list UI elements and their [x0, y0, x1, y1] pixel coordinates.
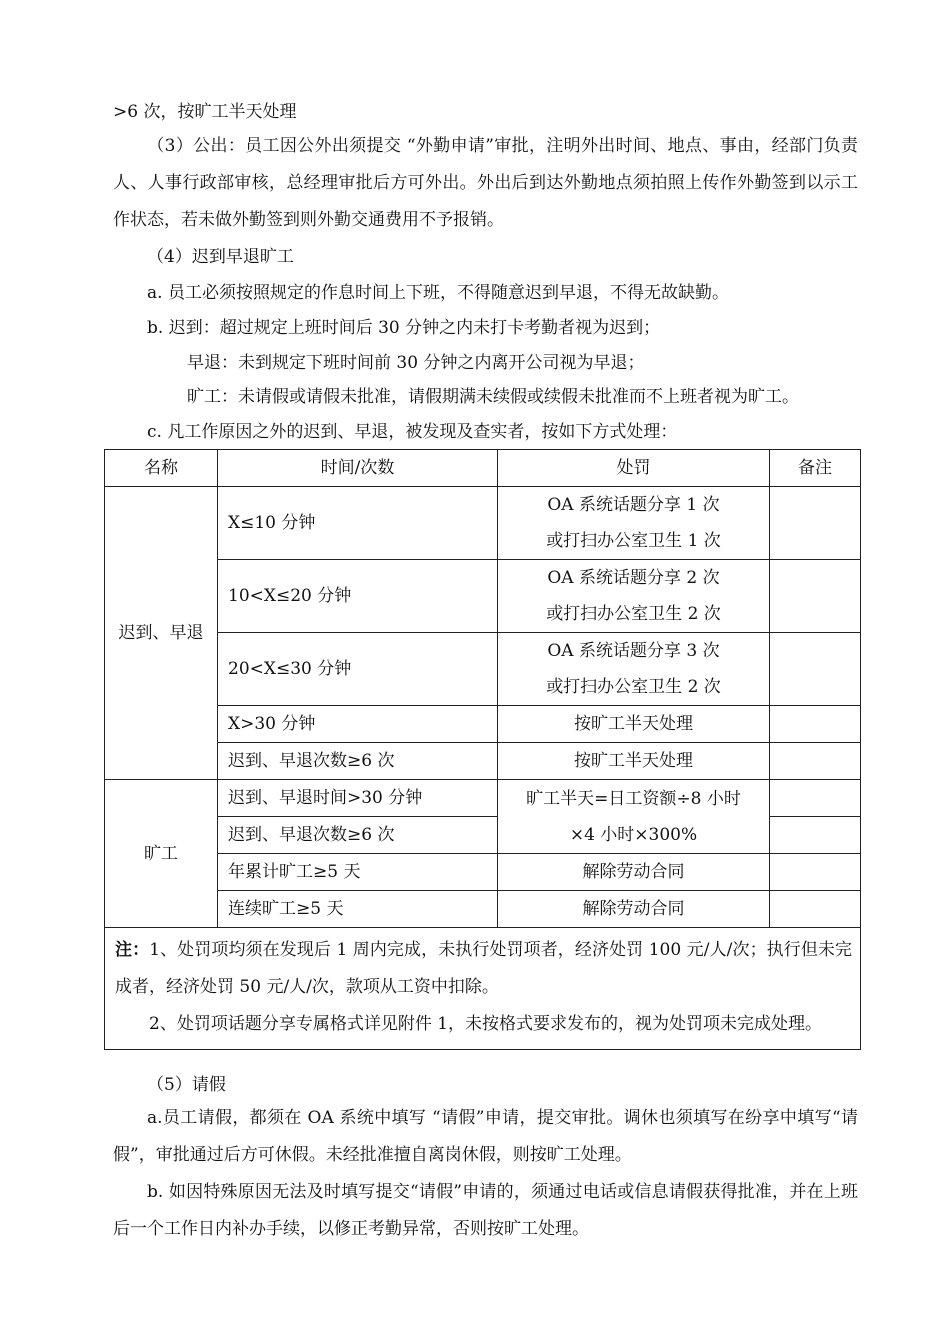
time-cell: 迟到、早退次数≥6 次 [218, 817, 498, 854]
group-cell-late: 迟到、早退 [105, 487, 218, 780]
time-cell: X>30 分钟 [218, 706, 498, 743]
time-cell: 年累计旷工≥5 天 [218, 854, 498, 891]
remark-cell [770, 891, 861, 928]
penalty-line: 或打扫办公室卫生 2 次 [546, 604, 721, 624]
penalty-cell [498, 560, 770, 633]
remark-cell [770, 633, 861, 706]
table-row [105, 854, 861, 891]
remark-cell [770, 817, 861, 854]
time-cell: 20<X≤30 分钟 [218, 633, 498, 706]
section-heading-leave: （5）请假 [147, 1075, 226, 1095]
paragraph-business-trip: （3）公出：员工因公外出须提交 “外勤申请”审批，注明外出时间、地点、事由，经部门负责人、人事行政部审核，总经理审批后方可外出。外出后到达外勤地点须拍照上传作外勤签到以示工作状态，若未做外勤签到则外勤交通费用不予报销。 [113, 136, 858, 230]
table-header: 备注 [770, 450, 861, 487]
time-cell: 迟到、早退时间>30 分钟 [218, 780, 498, 817]
text-line: c. 凡工作原因之外的迟到、早退，被发现及查实者，按如下方式处理： [147, 422, 678, 442]
table-header: 时间/次数 [218, 450, 498, 487]
text-line: a. 员工必须按照规定的作息时间上下班，不得随意迟到早退，不得无故缺勤。 [147, 283, 729, 303]
time-cell: X≤10 分钟 [218, 487, 498, 560]
penalty-cell: 按旷工半天处理 [498, 706, 770, 743]
time-cell: 连续旷工≥5 天 [218, 891, 498, 928]
remark-cell [770, 487, 861, 560]
table-note-row [105, 928, 861, 1050]
paragraph-leave-a: a.员工请假，都须在 OA 系统中填写 “请假”申请，提交审批。调休也须填写在纷享中填写“请假”，审批通过后方可休假。未经批准擅自离岗休假，则按旷工处理。 [113, 1108, 858, 1165]
penalty-cell [498, 633, 770, 706]
text-line: >6 次，按旷工半天处理 [113, 102, 297, 122]
table-row [105, 487, 861, 560]
penalty-line: OA 系统话题分享 2 次 [547, 568, 720, 588]
table-header-row [105, 450, 861, 487]
penalty-cell-formula [498, 780, 770, 854]
time-cell: 10<X≤20 分钟 [218, 560, 498, 633]
note-item: 2、处罚项话题分享专属格式详见附件 1，未按格式要求发布的，视为处罚项未完成处理。 [149, 1014, 823, 1034]
time-cell: 迟到、早退次数≥6 次 [218, 743, 498, 780]
paragraph-leave-b: b. 如因特殊原因无法及时填写提交“请假”申请的，须通过电话或信息请假获得批准，并在上班后一个工作日内补办手续，以修正考勤异常，否则按旷工处理。 [113, 1182, 858, 1239]
remark-cell [770, 706, 861, 743]
remark-cell [770, 780, 861, 817]
penalty-line: 或打扫办公室卫生 1 次 [546, 531, 721, 551]
group-cell-absent: 旷工 [105, 780, 218, 928]
penalty-cell: 解除劳动合同 [498, 891, 770, 928]
note-cell [105, 928, 861, 1050]
text-line: b. 迟到：超过规定上班时间后 30 分钟之内未打卡考勤者视为迟到； [147, 318, 661, 338]
penalty-line: OA 系统话题分享 3 次 [547, 641, 720, 661]
remark-cell [770, 854, 861, 891]
section-heading-late: （4）迟到早退旷工 [147, 247, 294, 267]
penalty-table [104, 449, 861, 1050]
text-line: 早退：未到规定下班时间前 30 分钟之内离开公司视为早退； [187, 353, 645, 373]
penalty-cell: 解除劳动合同 [498, 854, 770, 891]
table-row [105, 780, 861, 817]
table-header: 处罚 [498, 450, 770, 487]
text-line: 旷工：未请假或请假未批准，请假期满未续假或续假未批准而不上班者视为旷工。 [187, 387, 799, 407]
penalty-line: 或打扫办公室卫生 2 次 [546, 677, 721, 697]
note-item: 注：1、处罚项均须在发现后 1 周内完成，未执行处罚项者，经济处罚 100 元/人/次；执行但未完成者，经济处罚 50 元/人/次，款项从工资中扣除。 [115, 940, 853, 997]
table-row [105, 891, 861, 928]
penalty-line: ×4 小时×300% [569, 824, 698, 845]
table-row [105, 633, 861, 706]
table-row [105, 560, 861, 633]
penalty-line: OA 系统话题分享 1 次 [547, 495, 720, 515]
penalty-cell [498, 487, 770, 560]
table-header: 名称 [105, 450, 218, 487]
note-label: 注： [115, 940, 150, 960]
penalty-cell: 按旷工半天处理 [498, 743, 770, 780]
remark-cell [770, 560, 861, 633]
remark-cell [770, 743, 861, 780]
table-row [105, 706, 861, 743]
penalty-line: 旷工半天=日工资额÷8 小时 [526, 788, 741, 809]
table-row [105, 743, 861, 780]
